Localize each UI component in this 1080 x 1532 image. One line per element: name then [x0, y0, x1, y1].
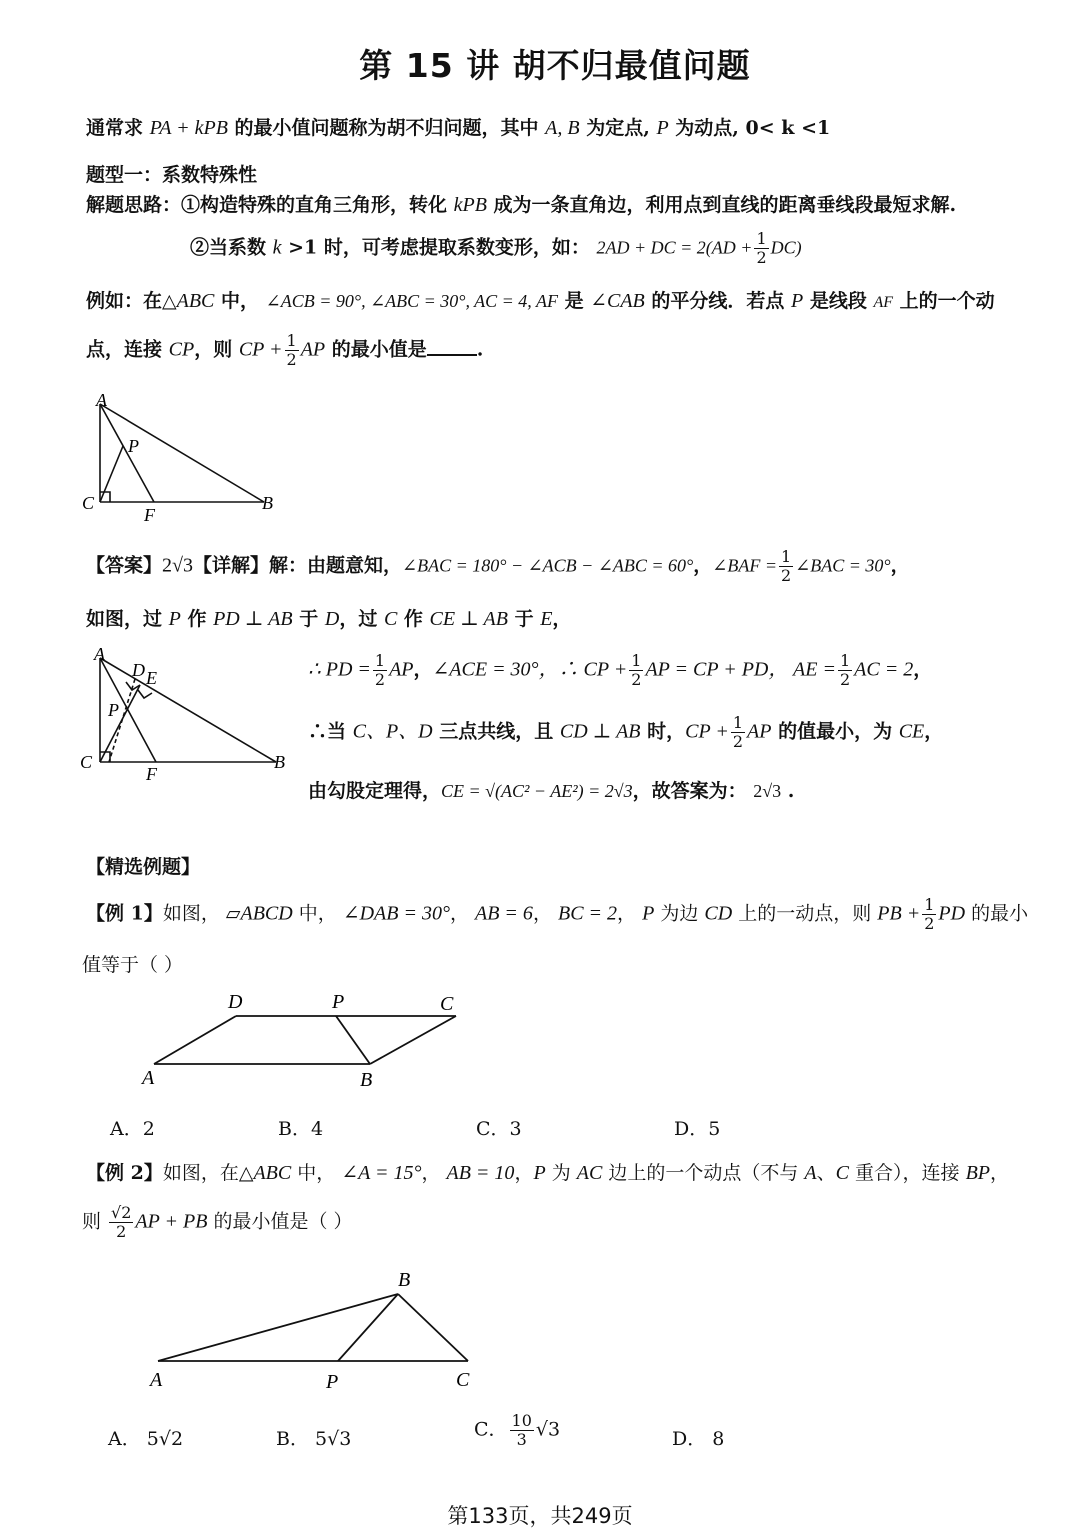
intro-text: 为动点, — [668, 117, 746, 139]
answer-line-2 — [86, 604, 571, 631]
math: C、P、D — [352, 720, 433, 743]
math: CP + — [238, 338, 283, 361]
ex2-option-a[interactable]: A． 5√2 — [108, 1428, 184, 1450]
math: 2√3 — [753, 781, 782, 801]
label-f: F — [144, 505, 155, 525]
math: CP — [168, 338, 195, 361]
label-b: B — [398, 1269, 411, 1291]
label-b: B — [360, 1069, 373, 1091]
fraction — [285, 332, 299, 369]
label-p: P — [128, 436, 139, 456]
intro-text: 为定点, — [579, 117, 657, 139]
text: ，故答案为： — [632, 780, 754, 802]
math: ∠ACE = 30° — [432, 658, 539, 681]
text: 、 — [816, 1162, 836, 1184]
idea-text: 成为一条直角边，利用点到直线的距离垂线段最短求解. — [486, 194, 957, 216]
text: 例如：在△ — [86, 290, 177, 312]
fraction-num: 1 — [631, 651, 642, 670]
math: AC — [576, 1162, 603, 1184]
label-p: P — [332, 991, 345, 1013]
idea-1 — [86, 190, 956, 217]
detail-label: 【详解】 — [193, 554, 270, 577]
label-f: F — [146, 764, 157, 784]
text: 解：由题意知， — [269, 554, 403, 577]
intro-range: 0< k <1 — [745, 117, 831, 139]
idea-2 — [190, 230, 802, 267]
text: ， — [532, 902, 558, 925]
math: BP — [965, 1162, 991, 1184]
math: PB + — [877, 902, 921, 925]
math: ，∴ CP + — [538, 658, 628, 681]
label-a: A — [96, 390, 107, 410]
ex2-line-2 — [82, 1204, 353, 1241]
fraction-den: 2 — [374, 670, 386, 689]
math: ABC — [253, 1162, 292, 1184]
text: ， — [421, 1162, 447, 1184]
text: 中， — [214, 290, 266, 312]
math: ， AE = — [768, 658, 836, 681]
math: AC = 2 — [854, 658, 914, 681]
example-line-1 — [86, 286, 995, 313]
text: 的值最小，为 — [771, 720, 899, 743]
label-a: A — [150, 1369, 163, 1391]
text: 的最小 — [965, 902, 1029, 925]
text: 的最小值是 — [325, 338, 427, 361]
parallelogram-figure — [136, 986, 476, 1096]
fraction-num: 1 — [374, 651, 386, 670]
text: 于 — [292, 608, 325, 630]
ex2-option-d[interactable]: D． 8 — [672, 1428, 725, 1450]
intro-points: A, B — [545, 117, 580, 139]
math: AP — [300, 338, 326, 361]
triangle-figure-2 — [76, 640, 306, 790]
label-d: D — [228, 991, 243, 1013]
math: CE = √(AC² − AE²) = 2√3 — [441, 781, 633, 801]
fraction — [629, 652, 643, 689]
text: ， — [617, 902, 643, 925]
math: PD — [938, 902, 966, 925]
fraction — [779, 548, 793, 585]
label-c: C — [82, 493, 95, 513]
fraction-num: 10 — [511, 1411, 532, 1430]
solution-step-1 — [308, 652, 932, 689]
answer-line-1 — [86, 548, 910, 585]
text: ， — [924, 720, 944, 743]
page-footer: 第133页，共249页 — [447, 1504, 633, 1528]
answer-value: 2√3 — [162, 554, 193, 577]
label-c: C — [440, 993, 454, 1015]
math: E — [540, 608, 553, 630]
text: 上的一动点，则 — [732, 902, 878, 925]
fraction-den: 2 — [780, 566, 792, 585]
text: ， — [990, 1162, 1010, 1184]
math: ∠BAF = — [712, 555, 777, 576]
fraction — [754, 230, 768, 267]
label-b: B — [274, 752, 285, 772]
math: ∠A = 15° — [341, 1162, 422, 1184]
text: 如图，在△ — [162, 1162, 254, 1184]
math: PD ⊥ AB — [213, 608, 293, 630]
math: AB = 10 — [446, 1162, 515, 1184]
math: AP + PB — [135, 1210, 208, 1233]
idea-formula: 2AD + DC = 2(AD + — [596, 237, 753, 258]
math: CE — [898, 720, 925, 743]
fraction — [373, 652, 387, 689]
text: 中， — [291, 1162, 342, 1184]
text: 是 — [557, 290, 591, 312]
intro-paragraph — [86, 113, 830, 140]
idea-text: ②当系数 — [190, 236, 273, 259]
math: P — [533, 1162, 546, 1184]
fraction-den: 2 — [116, 1222, 127, 1241]
idea-text: >1 时，可考虑提取系数变形，如： — [281, 236, 590, 259]
math: AP — [389, 658, 414, 681]
section-heading: 【精选例题】 — [86, 856, 201, 878]
ex1-line-2: 值等于（ ） — [82, 954, 184, 976]
label-c: C — [456, 1369, 470, 1391]
text: 作 — [180, 608, 214, 630]
text: ， — [413, 658, 433, 681]
math: CE ⊥ AB — [429, 608, 508, 630]
text: ，过 — [339, 608, 384, 630]
option-label: C． — [474, 1418, 508, 1441]
intro-expr: PA + kPB — [149, 117, 228, 139]
math: ∠BAC = 180° − ∠ACB − ∠ABC = 60° — [402, 555, 694, 576]
fraction-den: 2 — [286, 350, 297, 369]
fraction-num: 1 — [924, 895, 935, 914]
intro-text: 通常求 — [86, 117, 150, 139]
math: CD — [704, 902, 733, 925]
label-p: P — [326, 1371, 339, 1393]
text: 如图，过 — [86, 608, 169, 630]
text: 的平分线．若点 — [644, 290, 791, 312]
solution-step-3 — [308, 776, 794, 803]
ex1-option-d[interactable]: D．5 — [674, 1118, 721, 1140]
fraction — [922, 896, 936, 933]
math: AP = CP + PD — [645, 658, 769, 681]
fraction — [109, 1204, 133, 1241]
text: 时， — [640, 720, 686, 743]
fraction-num: 1 — [839, 651, 851, 670]
math: ABCD — [240, 902, 293, 925]
text: 的最小值是（ ） — [207, 1210, 353, 1233]
fraction-den: 3 — [516, 1430, 527, 1449]
math: P — [168, 608, 181, 630]
text: ，则 — [194, 338, 239, 361]
math: P — [790, 290, 804, 312]
fraction-num: 1 — [780, 547, 792, 566]
fraction-num: √2 — [111, 1203, 132, 1222]
intro-point-p: P — [656, 117, 669, 139]
math: ABC — [176, 290, 215, 312]
text: 如图， ▱ — [162, 902, 241, 925]
text: 于 — [507, 608, 541, 630]
triangle-figure-3 — [140, 1264, 500, 1394]
math: ∠DAB = 30° — [342, 902, 450, 925]
ex2-option-b[interactable]: B． 5√3 — [276, 1428, 352, 1450]
label-a: A — [142, 1067, 155, 1089]
fraction-den: 2 — [631, 670, 642, 689]
text: 中， — [292, 902, 343, 925]
fraction — [510, 1412, 534, 1449]
math: A — [804, 1162, 817, 1184]
text: 为边 — [654, 902, 705, 925]
text: 为 — [545, 1162, 577, 1184]
fraction-den: 2 — [924, 914, 935, 933]
idea-text: 解题思路：①构造特殊的直角三角形，转化 — [86, 194, 454, 216]
text: ， — [913, 658, 933, 681]
text: 由勾股定理得， — [308, 780, 442, 802]
math: AP — [747, 720, 772, 743]
math: ∠CAB — [590, 290, 645, 312]
math: BC = 2 — [557, 902, 618, 925]
text: 重合），连接 — [849, 1162, 966, 1184]
fraction-den: 2 — [756, 248, 767, 267]
answer-label: 【答案】 — [86, 554, 163, 577]
math: ∠BAC = 30° — [795, 555, 891, 576]
text: 是线段 — [803, 290, 874, 312]
ex2-label: 【例 2】 — [86, 1162, 163, 1184]
text: . — [781, 780, 795, 802]
option-rest: √3 — [535, 1418, 561, 1441]
fraction-den: 2 — [732, 732, 744, 751]
text: ∴当 — [308, 720, 353, 743]
text: ， — [514, 1162, 534, 1184]
fraction — [731, 714, 745, 751]
fraction-num: 1 — [732, 713, 744, 732]
idea-formula: DC) — [770, 237, 802, 258]
ex2-line-1 — [86, 1158, 1009, 1185]
label-a: A — [94, 644, 105, 664]
label-e: E — [146, 668, 157, 688]
fraction-num: 1 — [756, 229, 767, 248]
math: C — [835, 1162, 849, 1184]
math: AB = 6 — [475, 902, 533, 925]
ex1-line-1 — [86, 896, 1028, 933]
math: ∠ACB = 90°, ∠ABC = 30°, AC = 4, AF — [265, 291, 558, 311]
text: 作 — [397, 608, 430, 630]
math: CP + — [685, 720, 729, 743]
ex1-option-b[interactable]: B．4 — [278, 1118, 324, 1140]
label-b: B — [262, 493, 273, 513]
math: P — [642, 902, 655, 925]
text: 则 — [82, 1210, 108, 1233]
label-d: D — [132, 660, 145, 680]
answer-blank — [427, 336, 477, 356]
math: D — [324, 608, 340, 630]
text: 边上的一个动点（不与 — [602, 1162, 805, 1184]
text: ， — [552, 608, 572, 630]
text: 三点共线，且 — [432, 720, 560, 743]
label-c: C — [80, 752, 93, 772]
intro-text: 的最小值问题称为胡不归问题，其中 — [227, 117, 546, 139]
triangle-figure-1 — [76, 388, 296, 528]
example-line-2 — [86, 332, 483, 369]
ex1-label: 【例 1】 — [86, 902, 163, 925]
text: ， — [449, 902, 475, 925]
ex1-option-a[interactable]: A．2 — [110, 1118, 155, 1140]
text: . — [476, 338, 484, 361]
fraction — [838, 652, 852, 689]
fraction-num: 1 — [286, 331, 297, 350]
ex1-option-c[interactable]: C．3 — [476, 1118, 522, 1140]
math: AF — [873, 294, 893, 311]
fraction-den: 2 — [839, 670, 851, 689]
idea-k: k — [272, 236, 282, 259]
text: 点，连接 — [86, 338, 169, 361]
label-p: P — [108, 700, 119, 720]
text: ， — [890, 554, 910, 577]
text: 上的一个动 — [892, 290, 995, 312]
math: C — [383, 608, 398, 630]
idea-kpb: kPB — [453, 194, 487, 216]
math: ∴ PD = — [308, 658, 371, 681]
math: CD ⊥ AB — [559, 720, 641, 743]
solution-step-2 — [308, 714, 943, 751]
type-heading: 题型一：系数特殊性 — [86, 164, 258, 186]
text: ， — [693, 554, 713, 577]
page-title: 第 15 讲 胡不归最值问题 — [359, 46, 751, 85]
ex2-option-c[interactable] — [474, 1412, 560, 1449]
